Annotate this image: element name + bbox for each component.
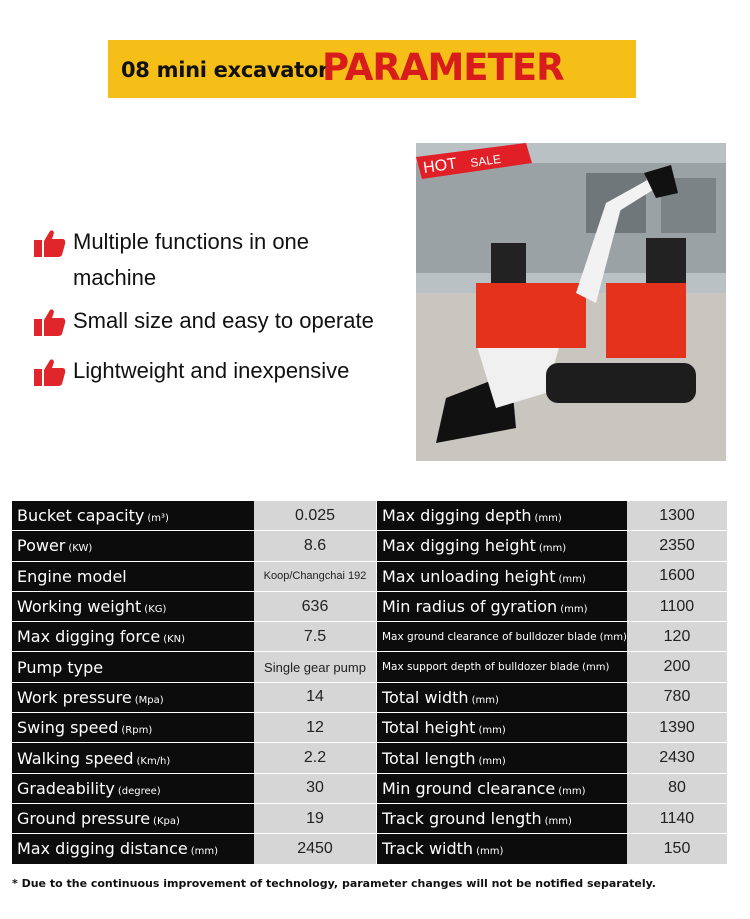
- spec-label: Power (KW): [12, 531, 254, 560]
- table-row: [12, 683, 727, 712]
- spec-value: 1300: [627, 501, 727, 530]
- spec-label: Engine model: [12, 562, 254, 591]
- table-row: [12, 713, 727, 742]
- footnote: * Due to the continuous improvement of technology, parameter changes will not be notified separately.: [12, 877, 656, 890]
- spec-value: 1390: [627, 713, 727, 742]
- table-row: [12, 774, 727, 803]
- badge-sale: SALE: [469, 151, 502, 170]
- title-banner: [108, 40, 636, 98]
- spec-label: Min radius of gyration (mm): [377, 592, 627, 621]
- spec-label: Max digging height (mm): [377, 531, 627, 560]
- spec-label: Work pressure (Mpa): [12, 683, 254, 712]
- spec-value: 1100: [627, 592, 727, 621]
- spec-label: Max digging depth (mm): [377, 501, 627, 530]
- banner-title: PARAMETER: [322, 46, 564, 89]
- feature-text: Lightweight and inexpensive: [73, 358, 350, 383]
- banner-subtitle: 08 mini excavator: [121, 58, 329, 82]
- spec-value: 0.025: [254, 501, 376, 530]
- spec-table: [12, 500, 727, 865]
- feature-text-cont: machine: [73, 265, 157, 290]
- spec-label: Min ground clearance (mm): [377, 774, 627, 803]
- table-row: [12, 531, 727, 560]
- thumbs-up-icon: [34, 228, 66, 258]
- spec-label: Walking speed (Km/h): [12, 743, 254, 772]
- spec-value: 2430: [627, 743, 727, 772]
- table-row: [12, 652, 727, 681]
- table-row: [12, 501, 727, 530]
- thumbs-up-icon: [34, 357, 66, 387]
- spec-value: 80: [627, 774, 727, 803]
- spec-label: Swing speed (Rpm): [12, 713, 254, 742]
- spec-value: Single gear pump: [254, 652, 376, 681]
- spec-value: 780: [627, 683, 727, 712]
- spec-value: 2.2: [254, 743, 376, 772]
- spec-value: 14: [254, 683, 376, 712]
- spec-value: 1600: [627, 562, 727, 591]
- table-row: [12, 743, 727, 772]
- spec-label: Total height (mm): [377, 713, 627, 742]
- spec-value: 150: [627, 834, 727, 863]
- table-row: [12, 562, 727, 591]
- spec-label: Max support depth of bulldozer blade (mm): [377, 652, 627, 681]
- spec-label: Max digging distance (mm): [12, 834, 254, 863]
- spec-value: 120: [627, 622, 727, 651]
- spec-label: Max ground clearance of bulldozer blade (mm): [377, 622, 627, 651]
- spec-label: Track width (mm): [377, 834, 627, 863]
- table-row: [12, 622, 727, 651]
- spec-label: Working weight (KG): [12, 592, 254, 621]
- spec-value: 8.6: [254, 531, 376, 560]
- excavator-illustration: [416, 143, 726, 461]
- spec-label: Max unloading height (mm): [377, 562, 627, 591]
- spec-value: Koop/Changchai 192: [254, 562, 376, 591]
- spec-label: Total width (mm): [377, 683, 627, 712]
- table-row: [12, 592, 727, 621]
- spec-value: 2350: [627, 531, 727, 560]
- spec-label: Total length (mm): [377, 743, 627, 772]
- spec-label: Gradeability (degree): [12, 774, 254, 803]
- spec-value: 30: [254, 774, 376, 803]
- spec-value: 200: [627, 652, 727, 681]
- thumbs-up-icon: [34, 307, 66, 337]
- spec-value: 12: [254, 713, 376, 742]
- spec-label: Pump type: [12, 652, 254, 681]
- spec-label: Ground pressure (Kpa): [12, 804, 254, 833]
- badge-hot: HOT: [422, 155, 459, 177]
- table-row: [12, 834, 727, 863]
- spec-label: Track ground length (mm): [377, 804, 627, 833]
- spec-value: 636: [254, 592, 376, 621]
- hot-sale-badge: [416, 143, 536, 185]
- spec-value: 2450: [254, 834, 376, 863]
- spec-value: 7.5: [254, 622, 376, 651]
- spec-value: 1140: [627, 804, 727, 833]
- spec-value: 19: [254, 804, 376, 833]
- feature-text: Small size and easy to operate: [73, 308, 374, 333]
- product-photo: [416, 143, 726, 461]
- spec-label: Max digging force (KN): [12, 622, 254, 651]
- table-row: [12, 804, 727, 833]
- spec-label: Bucket capacity (m³): [12, 501, 254, 530]
- feature-text: Multiple functions in one: [73, 229, 310, 254]
